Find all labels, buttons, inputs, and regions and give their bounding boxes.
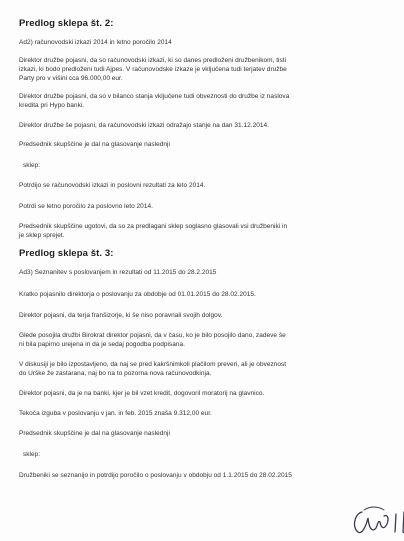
agenda-item-2: Ad2) računovodski izkazi 2014 in letno poročilo 2014 [19, 39, 172, 46]
paragraph-line: Predsednik skupščine ugotovi, da so za predlagani sklep soglasno glasovali vsi družbeniki in [19, 223, 288, 230]
paragraph-line: Predsednik skupščine je dal na glasovanje naslednji [19, 430, 170, 437]
paragraph-line: Predsednik skupščine je dal na glasovanje naslednji [19, 141, 170, 148]
paragraph-line: V diskusiji je bilo izpostavljeno, da naj se pred kakršnimkoli plačilom preveri, ali je obveznost [19, 361, 287, 368]
paragraph-line: do Urške že zastarana, naj bo na to pozorna nova računovodkinja. [19, 370, 212, 377]
paragraph-line: Direktor pojasni, da terja franšizorje, ki še niso poravnali svojih dolgov. [19, 312, 223, 319]
paragraph-line: Kratko pojasnilo direktorja o poslovanju za obdobje od 01.01.2015 do 28.02.2015. [19, 291, 256, 298]
paragraph-line: Potrdijo se računovodski izkazi in poslovni rezultati za leto 2014. [19, 182, 206, 189]
handwritten-signature [348, 502, 404, 538]
heading-proposal-3: Predlog sklepa št. 3: [19, 248, 114, 259]
agenda-item-3: Ad3) Seznanitev s poslovanjem in rezultati od 11.2015 do 28.2.2015 [19, 269, 217, 276]
resolution-label: sklep: [23, 162, 41, 169]
paragraph-line: Direktor družbe pojasni, da so v bilanco stanja vključene tudi obveznosti do družbe iz naslova [19, 93, 290, 100]
paragraph-line: je sklep sprejet. [19, 232, 65, 239]
paragraph-line: Tekoča izguba v poslovanju v jan. in feb. 2015 znaša 9.312,00 eur. [19, 410, 212, 417]
paragraph-line: izkazi, ki bodo predloženi tudi Ajpes. V računovodske izkaze je vključena tudi terjatev družbe [19, 66, 287, 73]
paragraph-line: Direktor družbe še pojasni, da računovodski izkazi odražajo stanje na dan 31.12.2014. [19, 122, 269, 129]
paragraph-line: Direktor družbe pojasni, da so računovodski izkazi, ki so danes predloženi družbenikom, tisti [19, 57, 287, 64]
paragraph-line: Družbeniki se seznanijo in potrdijo poročilo o poslovanju v obdobju od 1.1.2015 do 28.02.2015 [19, 472, 292, 479]
paragraph-line: Glede posojila družbi Birokrat direktor pojasni, da v času, ko je bilo posojilo dano, zadeve še [19, 332, 286, 339]
resolution-label: sklep: [23, 451, 41, 458]
heading-proposal-2: Predlog sklepa št. 2: [19, 18, 114, 29]
paragraph-line: ni bila papirno urejena in da je sedaj pogodba podpisana. [19, 341, 185, 348]
paragraph-line: Potrdi se letno poročilo za poslovno leto 2014. [19, 203, 153, 210]
paragraph-line: Party pro v višini cca 96.000,00 eur. [19, 75, 123, 82]
paragraph-line: Direktor pojasni, da je na banki, kjer je bil vzet kredit, dogovoril moratorij na glavnico. [19, 390, 265, 397]
paragraph-line: kredita pri Hypo banki. [19, 102, 85, 109]
